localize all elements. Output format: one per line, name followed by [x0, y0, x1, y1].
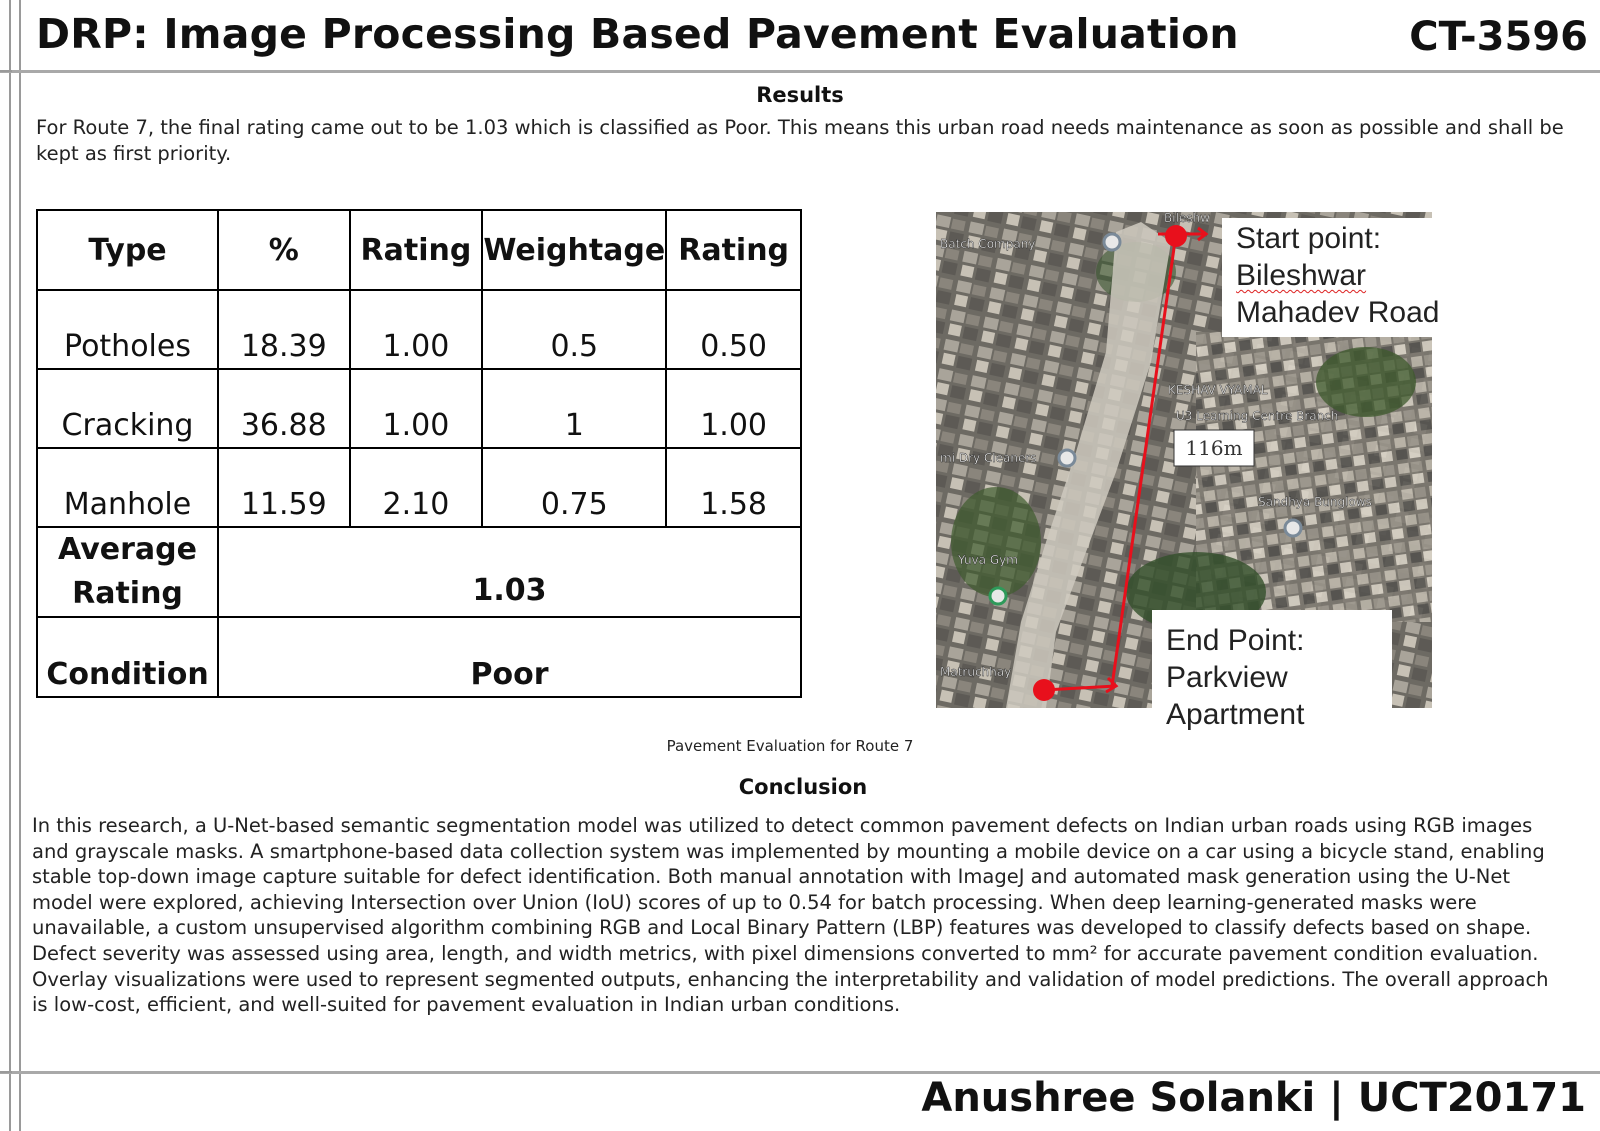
frame-line-left-outer: [9, 0, 11, 1131]
column-header-final-rating: Rating: [666, 210, 801, 290]
header-divider: [0, 70, 1600, 73]
place-label: Matruchhay: [940, 665, 1012, 679]
end-point-label: [1152, 610, 1392, 737]
end-point-line: Apartment: [1166, 698, 1305, 731]
footer-divider: [0, 1071, 1600, 1074]
cell-type: Potholes: [37, 290, 218, 369]
place-label: Yuva Gym: [958, 553, 1018, 567]
place-label: Bileshw: [1164, 212, 1210, 225]
author-name: Anushree Solanki | UCT20171: [921, 1075, 1586, 1121]
cell-final-rating: 0.50: [666, 290, 801, 369]
average-label-line-2: Rating: [72, 576, 183, 611]
frame-line-left-inner: [19, 0, 21, 1131]
evaluation-table: [36, 209, 802, 698]
place-label: Sandhya Bunglows: [1258, 495, 1372, 509]
cell-rating: 1.00: [350, 290, 483, 369]
start-point-line: Bileshwar: [1236, 259, 1367, 292]
results-heading: Results: [756, 83, 844, 107]
cell-percent: 11.59: [218, 448, 349, 527]
results-text: For Route 7, the final rating came out to be 1.03 which is classified as Poor. This means this urban road needs maintenance as soon as possible and shall be kept as first priority.: [36, 116, 1564, 165]
end-point-line: End Point:: [1166, 624, 1305, 657]
place-label: Batch Company: [940, 237, 1036, 251]
cell-final-rating: 1.58: [666, 448, 801, 527]
place-pin-icon: [1104, 234, 1120, 250]
condition-label: Condition: [37, 617, 218, 697]
place-pin-icon: [1059, 450, 1075, 466]
place-label: mi Dry Cleaners: [940, 451, 1037, 465]
place-pin-icon: [1285, 520, 1301, 536]
cell-weightage: 0.75: [482, 448, 666, 527]
condition-value: Poor: [218, 617, 801, 697]
average-label-line-1: Average: [58, 532, 197, 567]
average-rating-label: [37, 527, 218, 617]
cell-rating: 1.00: [350, 369, 483, 448]
distance-label: 116m: [1185, 436, 1243, 460]
column-header-type: Type: [37, 210, 218, 290]
table-header-row: [37, 210, 801, 290]
end-point-line: Parkview: [1166, 661, 1288, 694]
frame-tick: [0, 1071, 12, 1073]
column-header-rating: Rating: [350, 210, 483, 290]
place-pin-icon: [990, 588, 1006, 604]
end-point-marker: [1033, 679, 1055, 701]
page-title: DRP: Image Processing Based Pavement Evaluation: [36, 10, 1239, 58]
place-label: KESHAV VYAMAL: [1168, 383, 1268, 397]
column-header-percent: %: [218, 210, 349, 290]
cell-percent: 18.39: [218, 290, 349, 369]
average-rating-row: [37, 527, 801, 617]
course-code: CT-3596: [1409, 14, 1588, 60]
cell-final-rating: 1.00: [666, 369, 801, 448]
condition-row: [37, 617, 801, 697]
table-row: [37, 448, 801, 527]
column-header-weightage: Weightage: [482, 210, 666, 290]
cell-rating: 2.10: [350, 448, 483, 527]
start-point-marker: [1165, 225, 1187, 247]
cell-percent: 36.88: [218, 369, 349, 448]
cell-weightage: 1: [482, 369, 666, 448]
conclusion-heading: Conclusion: [738, 775, 868, 799]
cell-weightage: 0.5: [482, 290, 666, 369]
place-label: U3 Learning Centre Branch: [1176, 409, 1339, 423]
cell-type: Cracking: [37, 369, 218, 448]
start-point-line: Mahadev Road: [1236, 296, 1440, 329]
table-row: [37, 369, 801, 448]
cell-type: Manhole: [37, 448, 218, 527]
table-row: [37, 290, 801, 369]
start-point-line: Start point:: [1236, 222, 1382, 255]
frame-tick: [0, 70, 12, 72]
start-point-label: [1222, 218, 1522, 337]
table-caption: Pavement Evaluation for Route 7: [666, 737, 914, 755]
average-rating-value: 1.03: [218, 527, 801, 617]
conclusion-text: In this research, a U-Net-based semantic segmentation model was utilized to detect common pavement defects on Indian urban roads using RGB images and grayscale masks. A smartphone-based data collection system was implemented by mounting a mobile device on a car using a bicycle stand, enabling stable top-down image capture suitable for defect identification. Both manual annotation with ImageJ and automated mask generation using the U-Net model were explored, achieving Intersection over Union (IoU) scores of up to 0.54 for batch processing. When deep learning-generated masks were unavailable, a custom unsupervised algorithm combining RGB and Local Binary Pattern (LBP) features was developed to classify defects based on shape. Defect severity was assessed using area, length, and width metrics, with pixel dimensions converted to mm² for accurate pavement condition evaluation. Overlay visualizations were used to represent segmented outputs, enhancing the interpretability and validation of model predictions. The overall approach is low-cost, efficient, and well-suited for pavement evaluation in Indian urban conditions.: [32, 814, 1549, 1017]
